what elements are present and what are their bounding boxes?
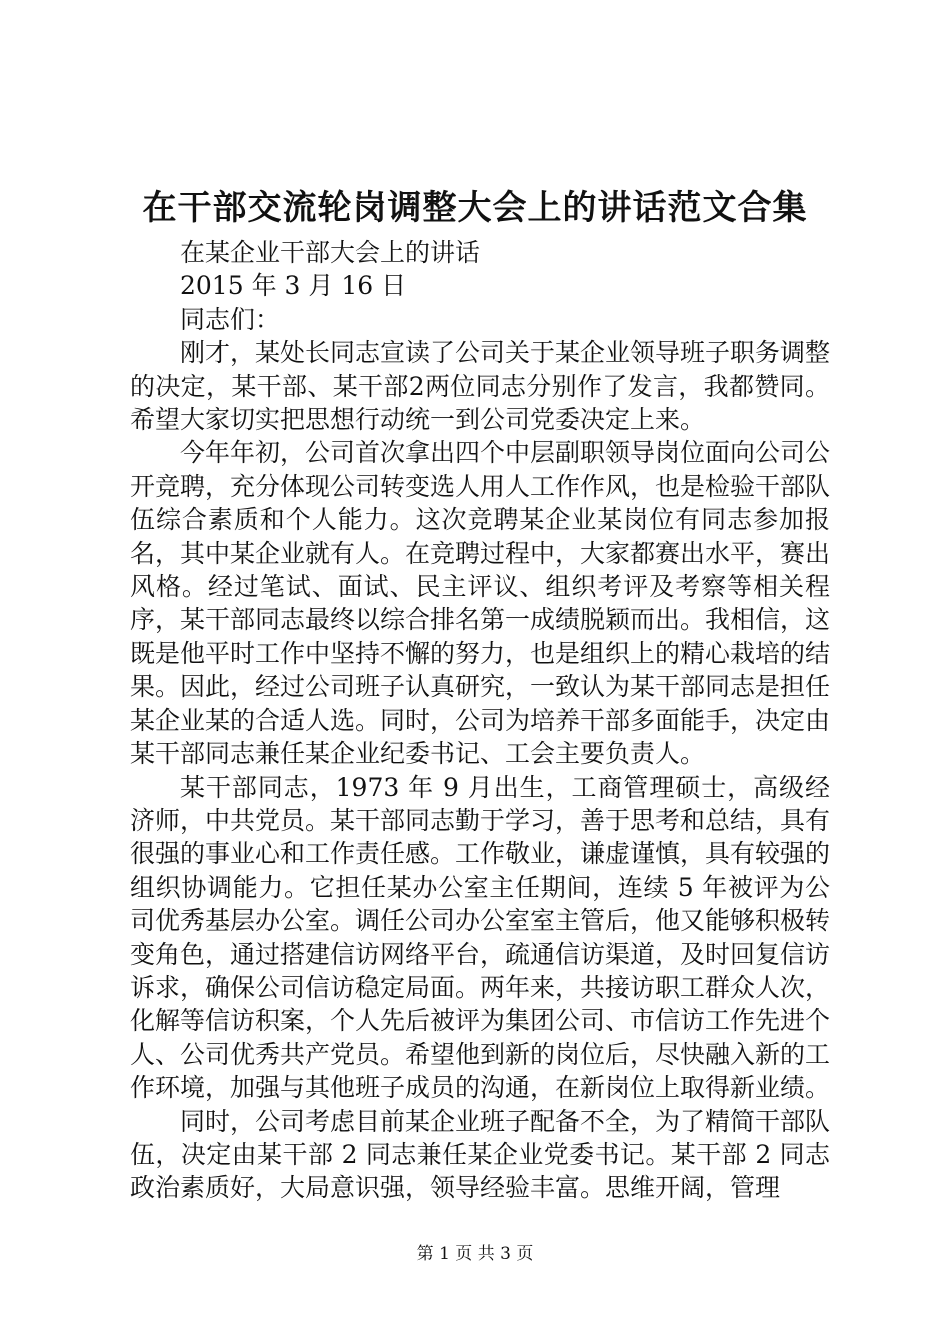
paragraph: 刚才，某处长同志宣读了公司关于某企业领导班子职务调整的决定，某干部、某干部2两位同志分别作了发言，我都赞同。希望大家切实把思想行动统一到公司党委决定上来。	[130, 338, 831, 435]
paragraph: 同时，公司考虑目前某企业班子配备不全，为了精简干部队伍，决定由某干部 2 同志兼任某企业党委书记。某干部 2 同志政治素质好，大局意识强，领导经验丰富。思维开阔，管理	[130, 1106, 831, 1203]
speech-date: 2015 年 3 月 16 日	[180, 271, 407, 301]
paragraph: 今年年初，公司首次拿出四个中层副职领导岗位面向公司公开竞聘，充分体现公司转变选人用人工作作风，也是检验干部队伍综合素质和个人能力。这次竞聘某企业某岗位有同志参加报名，其中某企业就有人。在竞聘过程中，大家都赛出水平，赛出风格。经过笔试、面试、民主评议、组织考评及考察等相关程序，某干部同志最终以综合排名第一成绩脱颖而出。我相信，这既是他平时工作中坚持不懈的努力，也是组织上的精心栽培的结果。因此，经过公司班子认真研究，一致认为某干部同志是担任某企业某的合适人选。同时，公司为培养干部多面能手，决定由某干部同志兼任某企业纪委书记、工会主要负责人。	[130, 438, 831, 769]
paragraph: 某干部同志，1973 年 9 月出生，工商管理硕士，高级经济师，中共党员。某干部同志勤于学习，善于思考和总结，具有很强的事业心和工作责任感。工作敬业，谦虚谨慎，具有较强的组织协调能力。它担任某办公室主任期间，连续 5 年被评为公司优秀基层办公室。调任公司办公室室主管后，他又能够积极转变角色，通过搭建信访网络平台，疏通信访渠道，及时回复信访诉求，确保公司信访稳定局面。两年来，共接访职工群众人次，化解等信访积案，个人先后被评为集团公司、市信访工作先进个人、公司优秀共产党员。希望他到新的岗位后，尽快融入新的工作环境，加强与其他班子成员的沟通，在新岗位上取得新业绩。	[130, 772, 831, 1103]
salutation: 同志们：	[180, 304, 281, 334]
document-title: 在干部交流轮岗调整大会上的讲话范文合集	[142, 188, 808, 228]
speech-subtitle: 在某企业干部大会上的讲话	[180, 238, 481, 267]
page-number-footer: 第 1 页 共 3 页	[416, 1244, 534, 1264]
document-body	[130, 236, 830, 1205]
